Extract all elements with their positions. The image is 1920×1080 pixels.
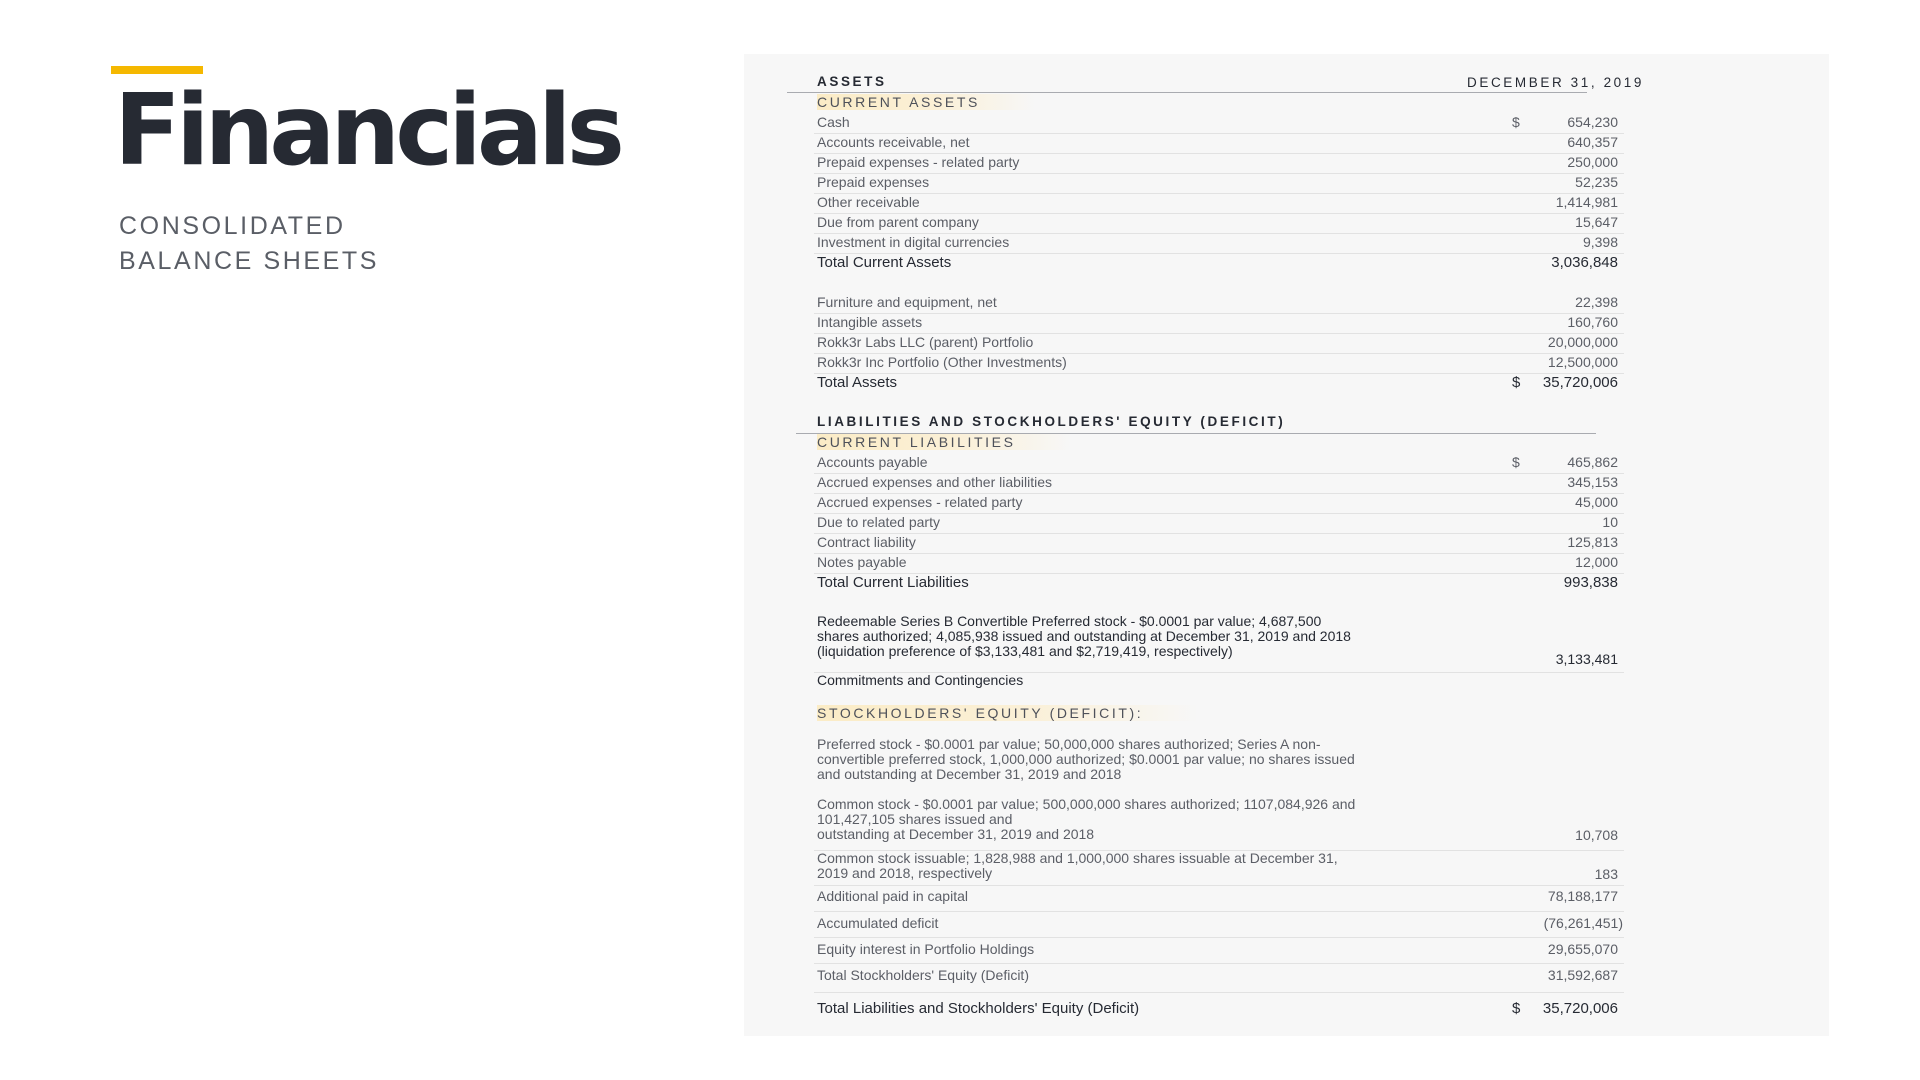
- line-item-label: Investment in digital currencies: [817, 234, 1010, 250]
- line-item-value: 10: [1602, 514, 1618, 530]
- line-item-value: 12,500,000: [1547, 354, 1618, 370]
- row-divider: [814, 885, 1624, 886]
- line-item-label: Furniture and equipment, net: [817, 294, 997, 310]
- line-item-value: 654,230: [1567, 114, 1618, 130]
- accent-bar: [111, 66, 203, 74]
- line-item-value: 12,000: [1575, 554, 1618, 570]
- line-item-label: Total Stockholders' Equity (Deficit): [817, 967, 1029, 983]
- issuable-line: 2019 and 2018, respectively: [817, 865, 993, 881]
- line-item-value: 160,760: [1567, 314, 1618, 330]
- row-divider: [814, 173, 1624, 174]
- line-item-value: 22,398: [1575, 294, 1618, 310]
- dollar-sign: $: [1512, 114, 1520, 130]
- preferred-line: convertible preferred stock, 1,000,000 authorized; $0.0001 par value; no shares issued: [817, 751, 1355, 767]
- line-item-value: 29,655,070: [1547, 941, 1618, 957]
- total-label: Total Liabilities and Stockholders' Equity (Deficit): [817, 1000, 1140, 1017]
- row-divider: [814, 373, 1624, 374]
- line-item-value: 9,398: [1582, 234, 1618, 250]
- redeemable-line: shares authorized; 4,085,938 issued and outstanding at December 31, 2019 and 2018: [817, 628, 1351, 644]
- line-item-value: 345,153: [1567, 474, 1618, 490]
- row-divider: [814, 553, 1624, 554]
- line-item-label: Rokk3r Labs LLC (parent) Portfolio: [817, 334, 1034, 350]
- row-divider: [814, 313, 1624, 314]
- line-item-value: 640,357: [1567, 134, 1618, 150]
- commitments-label: Commitments and Contingencies: [817, 672, 1024, 688]
- issuable-line: Common stock issuable; 1,828,988 and 1,000,000 shares issuable at December 31,: [817, 850, 1338, 866]
- line-item-label: Accrued expenses - related party: [817, 494, 1023, 510]
- redeemable-line: Redeemable Series B Convertible Preferred stock - $0.0001 par value; 4,687,500: [817, 613, 1322, 629]
- redeemable-label: [817, 614, 1437, 659]
- line-item-label: Accounts receivable, net: [817, 134, 970, 150]
- line-item-label: Cash: [817, 114, 850, 130]
- line-item-label: Equity interest in Portfolio Holdings: [817, 941, 1035, 957]
- total-label: Total Current Liabilities: [817, 574, 969, 591]
- line-item-value: 465,862: [1567, 454, 1618, 470]
- line-item-value: 1,414,981: [1555, 194, 1618, 210]
- assets-rule: [787, 92, 1587, 93]
- row-divider: [814, 937, 1624, 938]
- total-value: 3,036,848: [1551, 254, 1618, 271]
- subtitle-line-1: CONSOLIDATED: [119, 212, 346, 240]
- line-item-label: Contract liability: [817, 534, 916, 550]
- common-stock-label: [817, 797, 1437, 842]
- line-item-value: 250,000: [1567, 154, 1618, 170]
- row-divider: [814, 533, 1624, 534]
- line-item-label: Prepaid expenses: [817, 174, 930, 190]
- line-item-label: Accumulated deficit: [817, 915, 939, 931]
- line-item-value: 15,647: [1575, 214, 1618, 230]
- page-subtitle: [119, 209, 379, 279]
- subtitle-line-2: BALANCE SHEETS: [119, 247, 380, 275]
- line-item-value: 78,188,177: [1547, 888, 1618, 904]
- issuable-label: [817, 851, 1437, 881]
- total-value: 993,838: [1563, 574, 1618, 591]
- line-item-value: (76,261,451): [1543, 915, 1623, 931]
- common-stock-line: Common stock - $0.0001 par value; 500,000,000 shares authorized; 1107,084,926 and: [817, 796, 1356, 812]
- line-item-value: 52,235: [1575, 174, 1618, 190]
- line-item-label: Rokk3r Inc Portfolio (Other Investments): [817, 354, 1067, 370]
- line-item-value: 31,592,687: [1547, 967, 1618, 983]
- date-header: DECEMBER 31, 2019: [1467, 75, 1645, 90]
- row-divider: [814, 911, 1624, 912]
- line-item-label: Intangible assets: [817, 314, 923, 330]
- redeemable-value: 3,133,481: [1555, 651, 1618, 667]
- preferred-line: and outstanding at December 31, 2019 and 2018: [817, 766, 1122, 782]
- line-item-label: Prepaid expenses - related party: [817, 154, 1020, 170]
- line-item-label: Additional paid in capital: [817, 888, 968, 904]
- preferred-label: [817, 737, 1437, 782]
- redeemable-line: (liquidation preference of $3,133,481 and $2,719,419, respectively): [817, 643, 1233, 659]
- line-item-value: 125,813: [1567, 534, 1618, 550]
- line-item-value: 20,000,000: [1547, 334, 1618, 350]
- dollar-sign: $: [1512, 374, 1521, 391]
- dollar-sign: $: [1512, 454, 1520, 470]
- row-divider: [814, 193, 1624, 194]
- preferred-line: Preferred stock - $0.0001 par value; 50,000,000 shares authorized; Series A non-: [817, 736, 1321, 752]
- total-label: Total Assets: [817, 374, 898, 391]
- common-stock-line: outstanding at December 31, 2019 and 2018: [817, 826, 1095, 842]
- common-stock-value: 10,708: [1575, 827, 1618, 843]
- line-item-label: Due to related party: [817, 514, 940, 530]
- line-item-value: 45,000: [1575, 494, 1618, 510]
- liabilities-header: LIABILITIES AND STOCKHOLDERS' EQUITY (DEFICIT): [817, 414, 1286, 429]
- line-item-label: Due from parent company: [817, 214, 979, 230]
- line-item-label: Accrued expenses and other liabilities: [817, 474, 1053, 490]
- row-divider: [814, 963, 1624, 964]
- issuable-value: 183: [1594, 866, 1618, 882]
- current-assets-header: CURRENT ASSETS: [817, 94, 1035, 110]
- line-item-label: Notes payable: [817, 554, 907, 570]
- line-item-label: Other receivable: [817, 194, 920, 210]
- common-stock-line: 101,427,105 shares issued and: [817, 811, 1013, 827]
- page-title: Financials: [114, 74, 620, 188]
- balance-sheet-panel: [744, 54, 1829, 1036]
- total-value: 35,720,006: [1542, 374, 1618, 391]
- equity-header: STOCKHOLDERS' EQUITY (DEFICIT):: [817, 705, 1198, 721]
- dollar-sign: $: [1512, 1000, 1521, 1017]
- line-item-label: Accounts payable: [817, 454, 928, 470]
- total-value: 35,720,006: [1542, 1000, 1618, 1017]
- row-divider: [814, 992, 1624, 993]
- assets-header: ASSETS: [817, 74, 887, 89]
- current-liabilities-header: CURRENT LIABILITIES: [817, 434, 1071, 450]
- total-label: Total Current Assets: [817, 254, 952, 271]
